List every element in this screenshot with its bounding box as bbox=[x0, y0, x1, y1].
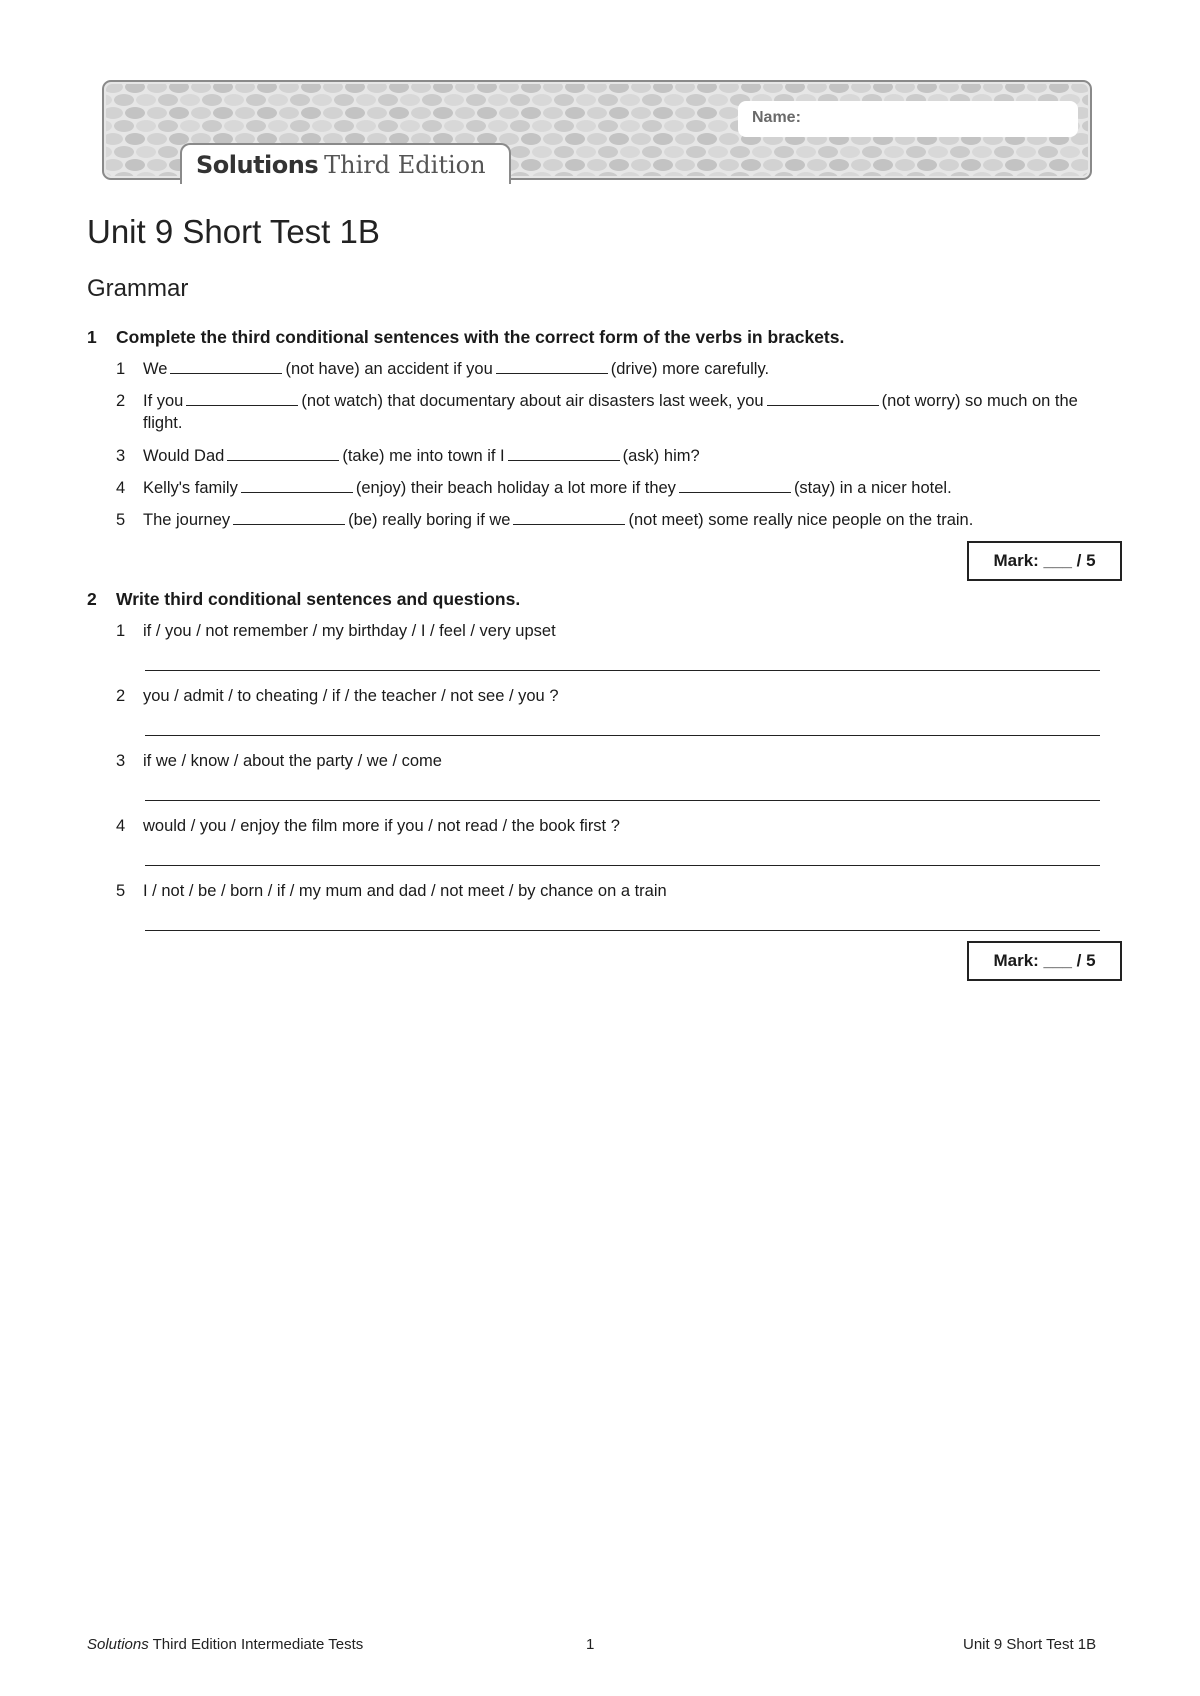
item-number: 5 bbox=[116, 511, 126, 529]
brand-name: Solutions bbox=[196, 151, 319, 179]
exercise-2-heading bbox=[87, 589, 520, 610]
prompt-text: you / admit / to cheating / if / the teacher / not see / you ? bbox=[143, 687, 559, 705]
sentence-text: (take) me into town if I bbox=[342, 447, 505, 465]
sentence-text: (be) really boring if we bbox=[348, 511, 511, 529]
item-number: 3 bbox=[116, 447, 126, 465]
item-number: 1 bbox=[116, 360, 126, 378]
item-number: 2 bbox=[116, 687, 126, 705]
footer-series-rest: Third Edition Intermediate Tests bbox=[152, 1636, 364, 1653]
sentence-text: Kelly's family bbox=[143, 479, 238, 497]
sentence-text: (not worry) so much on the flight. bbox=[143, 392, 1078, 432]
prompt-text: I / not / be / born / if / my mum and dad / not meet / by chance on a train bbox=[143, 882, 667, 900]
brand-logo bbox=[180, 143, 511, 184]
sentence-text: If you bbox=[143, 392, 184, 410]
footer-series-italic: Solutions bbox=[87, 1636, 149, 1653]
item-number: 4 bbox=[116, 817, 126, 835]
answer-line[interactable] bbox=[145, 930, 1100, 931]
brand-edition: Third Edition bbox=[324, 151, 486, 179]
sentence-text: Would Dad bbox=[143, 447, 225, 465]
section-title: Grammar bbox=[87, 275, 189, 302]
answer-gap[interactable] bbox=[170, 360, 282, 374]
sentence-text: We bbox=[143, 360, 168, 378]
exercise-1-heading bbox=[87, 327, 844, 348]
sentence-text: (not meet) some really nice people on the train. bbox=[628, 511, 974, 529]
footer-series bbox=[87, 1636, 363, 1653]
item-number: 5 bbox=[116, 882, 126, 900]
answer-gap[interactable] bbox=[227, 447, 339, 461]
sentence-text: (not have) an accident if you bbox=[285, 360, 493, 378]
answer-gap[interactable] bbox=[679, 479, 791, 493]
sentence-text: (enjoy) their beach holiday a lot more if they bbox=[355, 479, 676, 497]
sentence-text: (stay) in a nicer hotel. bbox=[793, 479, 952, 497]
answer-line[interactable] bbox=[145, 670, 1100, 671]
exercise-number: 2 bbox=[87, 589, 97, 609]
page-title: Unit 9 Short Test 1B bbox=[87, 213, 380, 250]
sentence-text: (ask) him? bbox=[622, 447, 700, 465]
exercise-instruction: Complete the third conditional sentences with the correct form of the verbs in brackets. bbox=[116, 327, 845, 347]
name-box bbox=[738, 101, 1078, 137]
answer-gap[interactable] bbox=[241, 479, 353, 493]
item-number: 1 bbox=[116, 622, 126, 640]
answer-gap[interactable] bbox=[186, 392, 298, 406]
exercise-instruction: Write third conditional sentences and questions. bbox=[116, 589, 521, 609]
answer-line[interactable] bbox=[145, 865, 1100, 866]
mark-box: Mark: ___ / 5 bbox=[967, 541, 1122, 581]
exercise-number: 1 bbox=[87, 327, 97, 347]
name-input[interactable] bbox=[808, 105, 1066, 133]
page-number: 1 bbox=[586, 1636, 595, 1653]
item-number: 2 bbox=[116, 392, 126, 410]
answer-gap[interactable] bbox=[233, 511, 345, 525]
answer-line[interactable] bbox=[145, 800, 1100, 801]
prompt-text: if we / know / about the party / we / come bbox=[143, 752, 442, 770]
answer-gap[interactable] bbox=[767, 392, 879, 406]
sentence-text: (not watch) that documentary about air disasters last week, you bbox=[301, 392, 764, 410]
prompt-text: would / you / enjoy the film more if you / not read / the book first ? bbox=[143, 817, 620, 835]
header-banner bbox=[102, 80, 1092, 182]
answer-gap[interactable] bbox=[513, 511, 625, 525]
answer-gap[interactable] bbox=[508, 447, 620, 461]
mark-box: Mark: ___ / 5 bbox=[967, 941, 1122, 981]
item-number: 3 bbox=[116, 752, 126, 770]
sentence-text: The journey bbox=[143, 511, 231, 529]
prompt-text: if / you / not remember / my birthday / I / feel / very upset bbox=[143, 622, 556, 640]
item-number: 4 bbox=[116, 479, 126, 497]
footer-test-name: Unit 9 Short Test 1B bbox=[963, 1636, 1097, 1653]
name-label: Name: bbox=[752, 109, 801, 126]
answer-gap[interactable] bbox=[496, 360, 608, 374]
answer-line[interactable] bbox=[145, 735, 1100, 736]
sentence-text: (drive) more carefully. bbox=[610, 360, 770, 378]
